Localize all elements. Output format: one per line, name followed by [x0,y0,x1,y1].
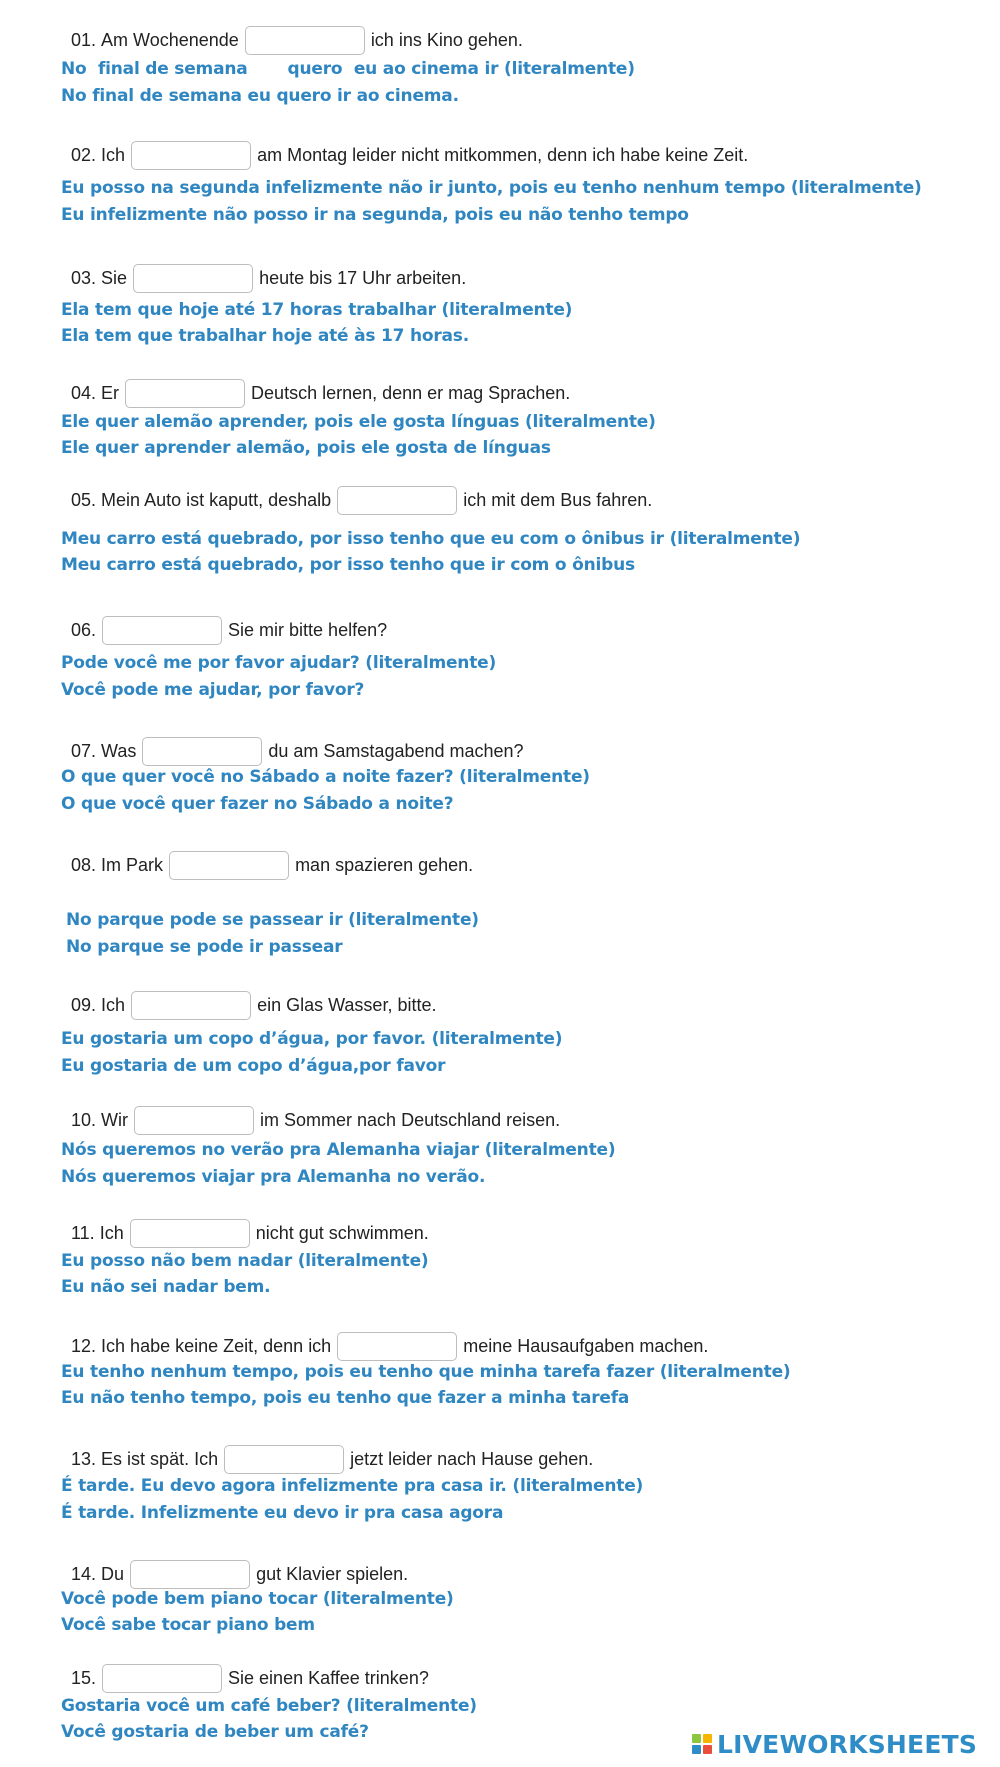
prompt-after-text: du am Samstagabend machen? [268,740,524,761]
prompt-after-text: ein Glas Wasser, bitte. [257,994,437,1015]
natural-translation-07: O que você quer fazer no Sábado a noite? [61,794,454,814]
exercise-15-prompt [71,1662,429,1694]
exercise-number: 13. [71,1448,97,1469]
prompt-after-text: Sie einen Kaffee trinken? [228,1667,429,1688]
exercise-06-prompt [71,614,387,646]
exercise-07-prompt [71,735,524,767]
literal-translation-07: O que quer você no Sábado a noite fazer? (literalmente) [61,767,590,787]
answer-input-03[interactable] [133,264,253,293]
exercise-03-prompt [71,262,466,294]
exercise-number: 08. [71,854,97,875]
exercise-number: 07. [71,740,97,761]
prompt-after-text: am Montag leider nicht mitkommen, denn ich habe keine Zeit. [257,144,749,165]
answer-input-15[interactable] [102,1664,222,1693]
prompt-before-text: Ich [101,994,126,1015]
prompt-after-text: ich mit dem Bus fahren. [463,489,653,510]
answer-input-14[interactable] [130,1560,250,1589]
prompt-before-text: Er [101,382,120,403]
prompt-before-text: Wir [101,1109,129,1130]
exercise-09-prompt [71,989,436,1021]
literal-translation-15: Gostaria você um café beber? (literalmente) [61,1696,477,1716]
natural-translation-12: Eu não tenho tempo, pois eu tenho que fazer a minha tarefa [61,1388,630,1408]
literal-translation-03: Ela tem que hoje até 17 horas trabalhar (literalmente) [61,300,573,320]
literal-translation-09: Eu gostaria um copo d’água, por favor. (literalmente) [61,1029,563,1049]
exercise-number: 15. [71,1667,97,1688]
answer-input-01[interactable] [245,26,365,55]
exercise-number: 14. [71,1563,97,1584]
prompt-after-text: gut Klavier spielen. [256,1563,409,1584]
prompt-after-text: im Sommer nach Deutschland reisen. [260,1109,561,1130]
answer-input-12[interactable] [337,1332,457,1361]
prompt-after-text: heute bis 17 Uhr arbeiten. [259,267,467,288]
prompt-before-text: Sie [101,267,128,288]
literal-translation-14: Você pode bem piano tocar (literalmente) [61,1589,454,1609]
exercise-number: 05. [71,489,97,510]
exercise-number: 04. [71,382,97,403]
answer-input-04[interactable] [125,379,245,408]
literal-translation-12: Eu tenho nenhum tempo, pois eu tenho que minha tarefa fazer (literalmente) [61,1362,791,1382]
prompt-before-text: Es ist spät. Ich [101,1448,219,1469]
literal-translation-06: Pode você me por favor ajudar? (literalmente) [61,653,497,673]
liveworksheets-logo [692,1728,977,1760]
exercise-number: 02. [71,144,97,165]
exercise-number: 01. [71,29,97,50]
exercise-number: 09. [71,994,97,1015]
exercise-number: 12. [71,1335,97,1356]
natural-translation-06: Você pode me ajudar, por favor? [61,680,365,700]
literal-translation-13: É tarde. Eu devo agora infelizmente pra casa ir. (literalmente) [61,1476,644,1496]
prompt-after-text: man spazieren gehen. [295,854,474,875]
prompt-before-text: Was [101,740,137,761]
natural-translation-09: Eu gostaria de um copo d’água,por favor [61,1056,446,1076]
natural-translation-08: No parque se pode ir passear [66,937,343,957]
exercise-11-prompt [71,1217,429,1249]
natural-translation-04: Ele quer aprender alemão, pois ele gosta de línguas [61,438,551,458]
answer-input-08[interactable] [169,851,289,880]
exercise-number: 03. [71,267,97,288]
prompt-after-text: Sie mir bitte helfen? [228,619,388,640]
natural-translation-14: Você sabe tocar piano bem [61,1615,315,1635]
natural-translation-13: É tarde. Infelizmente eu devo ir pra casa agora [61,1503,504,1523]
exercise-number: 06. [71,619,97,640]
natural-translation-15: Você gostaria de beber um café? [61,1722,369,1742]
exercise-05-prompt [71,484,652,516]
logo-text: LIVEWORKSHEETS [717,1729,978,1759]
natural-translation-05: Meu carro está quebrado, por isso tenho que ir com o ônibus [61,555,635,575]
literal-translation-01: No final de semana quero eu ao cinema ir (literalmente) [61,59,635,79]
answer-input-09[interactable] [131,991,251,1020]
answer-input-05[interactable] [337,486,457,515]
literal-translation-04: Ele quer alemão aprender, pois ele gosta línguas (literalmente) [61,412,656,432]
natural-translation-03: Ela tem que trabalhar hoje até às 17 horas. [61,326,469,346]
literal-translation-10: Nós queremos no verão pra Alemanha viajar (literalmente) [61,1140,616,1160]
natural-translation-11: Eu não sei nadar bem. [61,1277,271,1297]
exercise-01-prompt [71,24,523,56]
prompt-before-text: Am Wochenende [101,29,239,50]
prompt-before-text: Ich [99,1222,124,1243]
answer-input-02[interactable] [131,141,251,170]
answer-input-06[interactable] [102,616,222,645]
prompt-before-text: Mein Auto ist kaputt, deshalb [101,489,332,510]
prompt-before-text: Ich [101,144,126,165]
exercise-number: 10. [71,1109,97,1130]
prompt-after-text: meine Hausaufgaben machen. [463,1335,709,1356]
answer-input-13[interactable] [224,1445,344,1474]
natural-translation-10: Nós queremos viajar pra Alemanha no verão. [61,1167,486,1187]
exercise-10-prompt [71,1104,560,1136]
logo-mark-icon [692,1734,712,1754]
prompt-after-text: jetzt leider nach Hause gehen. [350,1448,594,1469]
prompt-after-text: nicht gut schwimmen. [255,1222,429,1243]
exercise-02-prompt [71,139,748,171]
literal-translation-11: Eu posso não bem nadar (literalmente) [61,1251,429,1271]
prompt-before-text: Im Park [101,854,164,875]
answer-input-10[interactable] [134,1106,254,1135]
literal-translation-05: Meu carro está quebrado, por isso tenho que eu com o ônibus ir (literalmente) [61,529,801,549]
exercise-08-prompt [71,849,473,881]
exercise-04-prompt [71,377,570,409]
answer-input-07[interactable] [142,737,262,766]
answer-input-11[interactable] [130,1219,250,1248]
exercise-12-prompt [71,1330,708,1362]
prompt-before-text: Du [101,1563,125,1584]
prompt-after-text: ich ins Kino gehen. [370,29,523,50]
prompt-after-text: Deutsch lernen, denn er mag Sprachen. [251,382,571,403]
exercise-14-prompt [71,1558,408,1590]
prompt-before-text: Ich habe keine Zeit, denn ich [101,1335,332,1356]
exercise-13-prompt [71,1443,593,1475]
natural-translation-02: Eu infelizmente não posso ir na segunda, pois eu não tenho tempo [61,205,689,225]
natural-translation-01: No final de semana eu quero ir ao cinema. [61,86,459,106]
literal-translation-08: No parque pode se passear ir (literalmente) [66,910,479,930]
exercise-number: 11. [71,1222,95,1243]
literal-translation-02: Eu posso na segunda infelizmente não ir junto, pois eu tenho nenhum tempo (literalmente) [61,178,922,198]
